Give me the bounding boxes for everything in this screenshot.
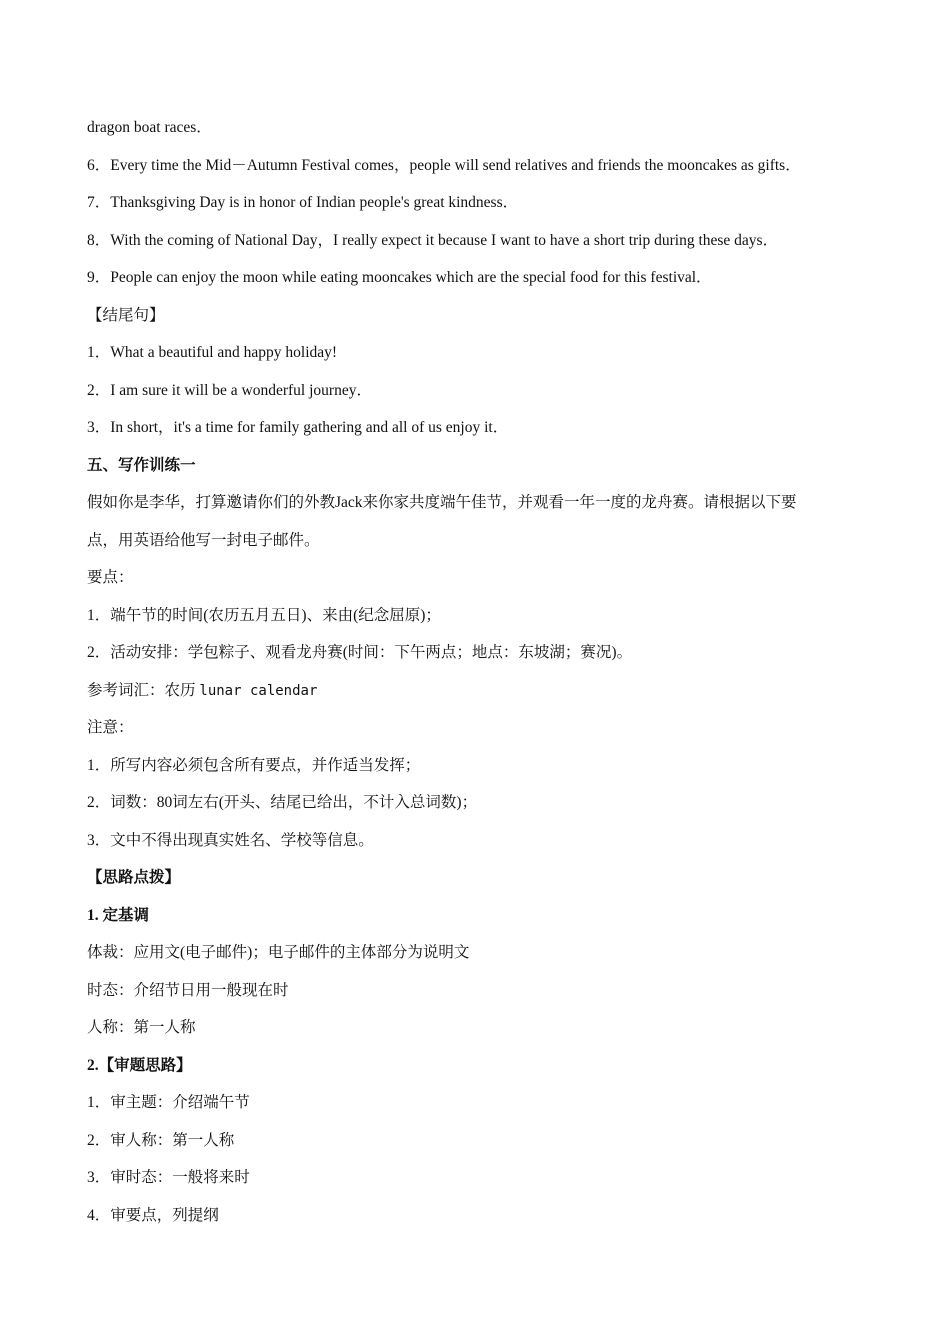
text-line: 7．Thanksgiving Day is in honor of Indian people's great kindness． (87, 194, 519, 211)
section-heading-closing-sentences: 【结尾句】 (87, 306, 165, 324)
text-line: 1．所写内容必须包含所有要点，并作适当发挥； (87, 756, 421, 774)
vocabulary-line (87, 672, 877, 710)
subheading-review: 2.【审题思路】 (87, 1056, 192, 1074)
text-line: 1．What a beautiful and happy holiday! (87, 344, 338, 361)
text-line: dragon boat races． (87, 119, 212, 136)
text-line: 9．People can enjoy the moon while eating mooncakes which are the special food for this festival． (87, 269, 712, 286)
text-line: 3．文中不得出现真实姓名、学校等信息。 (87, 831, 374, 849)
section-heading-writing-practice: 五、写作训练一 (87, 456, 196, 474)
text-line: 3．审时态：一般将来时 (87, 1169, 250, 1186)
text-line: 1．端午节的时间(农历五月五日)、来由(纪念屈原)； (87, 606, 441, 624)
text-line: 3．In short，it's a time for family gathering and all of us enjoy it． (87, 419, 509, 436)
text-line: 2．审人称：第一人称 (87, 1131, 235, 1149)
text-line: 2．词数：80词左右(开头、结尾已给出，不计入总词数)； (87, 794, 478, 811)
key-points-label: 要点： (87, 569, 134, 586)
vocabulary-term: lunar calendar (199, 682, 318, 699)
document-page (87, 109, 877, 1234)
prompt-text: 点，用英语给他写一封电子邮件。 (87, 531, 320, 549)
section-heading-hints: 【思路点拨】 (87, 869, 181, 886)
text-line: 1．审主题：介绍端午节 (87, 1094, 250, 1111)
prompt-text: 假如你是李华，打算邀请你们的外教Jack来你家共度端午佳节，并观看一年一度的龙舟赛。请根据以下要 (87, 494, 797, 511)
text-line: 2．活动安排：学包粽子、观看龙舟赛(时间：下午两点；地点：东坡湖；赛况)。 (87, 644, 633, 661)
text-line: 2．I am sure it will be a wonderful journey． (87, 381, 372, 399)
subheading-tone: 1. 定基调 (87, 906, 150, 924)
text-line: 6．Every time the Mid－Autumn Festival comes，people will send relatives and friends the mooncakes as gifts． (87, 156, 801, 174)
text-line: 时态：介绍节日用一般现在时 (87, 981, 289, 999)
vocabulary-label: 参考词汇：农历 (87, 681, 200, 699)
text-line: 人称：第一人称 (87, 1019, 196, 1036)
notes-label: 注意： (87, 719, 134, 736)
text-line: 4．审要点，列提纲 (87, 1206, 219, 1224)
text-line: 体裁：应用文(电子邮件)；电子邮件的主体部分为说明文 (87, 944, 470, 961)
text-line: 8．With the coming of National Day，I really expect it because I want to have a short trip during these days． (87, 231, 779, 249)
